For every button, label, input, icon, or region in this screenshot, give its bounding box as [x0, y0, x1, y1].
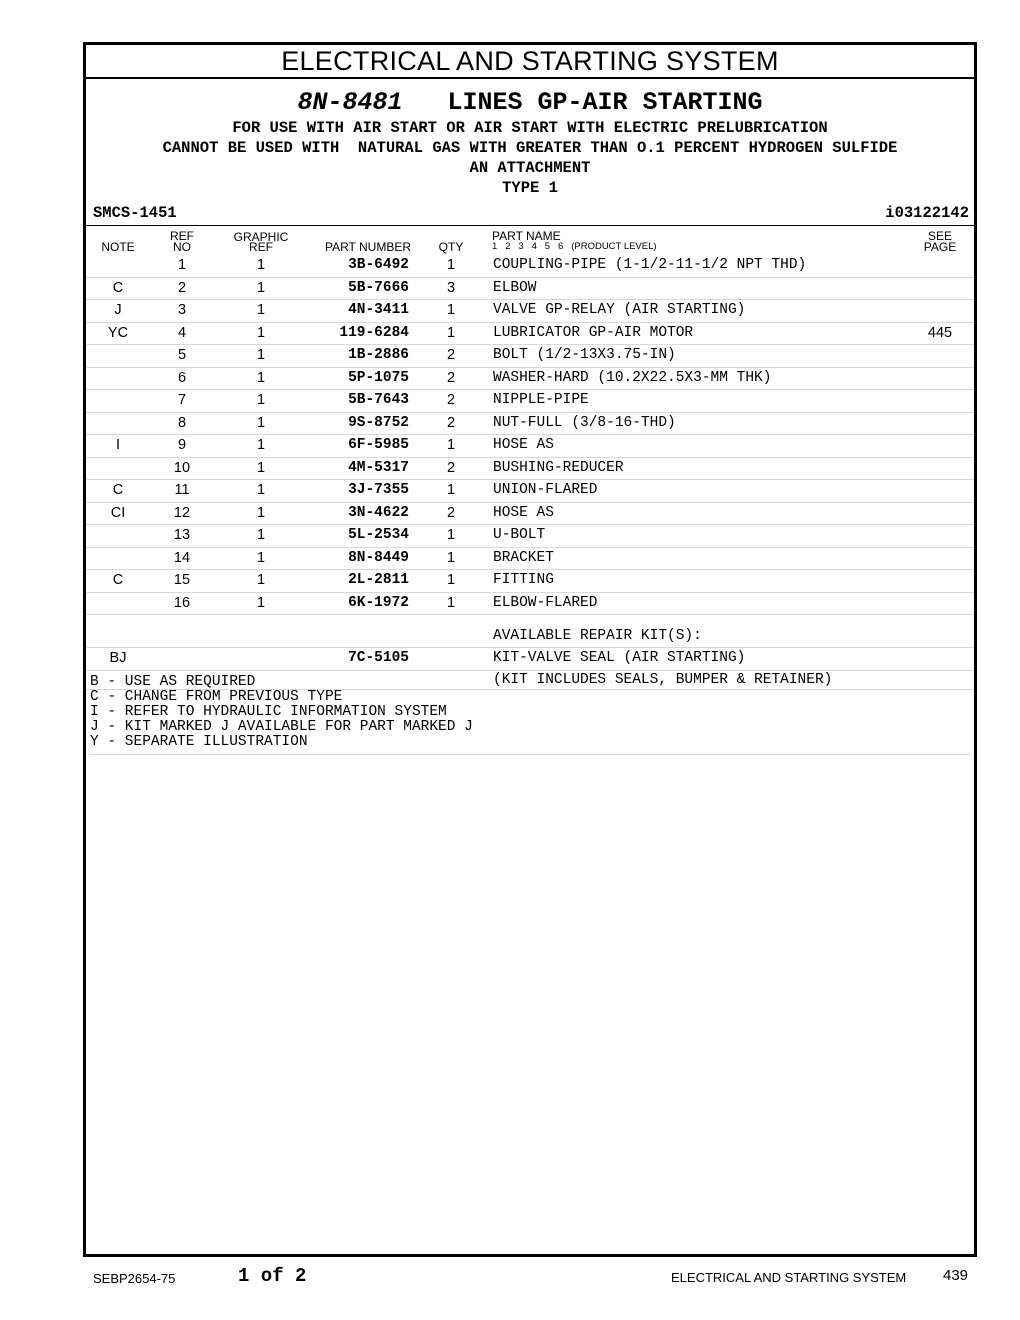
row-part-name: U-BOLT — [493, 527, 546, 543]
header-rule — [86, 225, 974, 226]
row-part-name: BRACKET — [493, 549, 554, 566]
table-row — [86, 390, 974, 413]
row-graphic-ref: 1 — [256, 257, 266, 273]
row-ref: 5 — [177, 347, 187, 363]
row-part-number: 5B-7643 — [348, 392, 409, 408]
row-part-number: 7C-5105 — [348, 650, 409, 666]
row-note: BJ — [109, 650, 127, 666]
legend-note-b: B - USE AS REQUIRED — [90, 674, 256, 690]
row-ref: 8 — [177, 414, 187, 431]
row-graphic-ref: 1 — [256, 324, 266, 341]
col-graphic-header-bottom: REF — [249, 240, 273, 254]
legend-note-c: C - CHANGE FROM PREVIOUS TYPE — [90, 689, 343, 705]
row-part-name: HOSE AS — [493, 437, 554, 453]
row-part-number: 3N-4622 — [348, 504, 409, 521]
row-see-page[interactable]: 445 — [927, 324, 953, 341]
illustration-id: i03122142 — [885, 204, 969, 222]
row-graphic-ref: 1 — [256, 392, 266, 408]
row-part-number: 4M-5317 — [348, 459, 409, 476]
row-part-number: 5P-1075 — [348, 369, 409, 386]
group-line-4: TYPE 1 — [502, 179, 558, 197]
row-qty: 1 — [446, 302, 456, 318]
table-row — [86, 300, 974, 323]
row-note: I — [115, 437, 121, 453]
legend-note-j: J - KIT MARKED J AVAILABLE FOR PART MARKED J — [90, 719, 473, 735]
table-row — [86, 435, 974, 458]
row-part-number: 5B-7666 — [348, 279, 409, 296]
row-qty: 2 — [446, 392, 456, 408]
row-qty: 1 — [446, 527, 456, 543]
row-qty: 2 — [446, 504, 456, 521]
row-part-name: KIT-VALVE SEAL (AIR STARTING) — [493, 650, 746, 666]
row-ref: 7 — [177, 392, 187, 408]
row-graphic-ref: 1 — [256, 482, 266, 498]
repair-kit-row — [86, 648, 974, 671]
row-qty: 2 — [446, 369, 456, 386]
notes-legend — [90, 675, 970, 755]
col-qty-header: QTY — [438, 240, 464, 254]
col-ref-header-top: REF — [170, 229, 194, 243]
table-row — [86, 413, 974, 436]
table-row — [86, 548, 974, 571]
table-row — [86, 593, 974, 616]
row-graphic-ref: 1 — [256, 369, 266, 386]
col-part-name-header: PART NAME — [492, 229, 561, 243]
row-part-number: 8N-8449 — [348, 549, 409, 566]
table-row — [86, 503, 974, 526]
col-ref-header-bottom: NO — [173, 240, 191, 254]
row-note: C — [112, 572, 124, 588]
row-part-name: BUSHING-REDUCER — [493, 459, 624, 476]
table-row — [86, 345, 974, 368]
row-qty: 2 — [446, 414, 456, 431]
table-row — [86, 480, 974, 503]
group-part-number: 8N-8481 — [297, 88, 403, 117]
row-ref: 11 — [174, 482, 190, 498]
row-ref: 12 — [173, 504, 191, 521]
row-qty: 1 — [446, 324, 456, 341]
col-note-header: NOTE — [101, 240, 135, 254]
table-row — [86, 255, 974, 278]
row-graphic-ref: 1 — [256, 414, 266, 431]
page-frame — [83, 42, 977, 1257]
row-ref: 1 — [177, 257, 187, 273]
table-row — [86, 368, 974, 391]
row-qty: 2 — [446, 459, 456, 476]
row-graphic-ref: 1 — [256, 549, 266, 566]
group-line-3: AN ATTACHMENT — [469, 159, 591, 177]
table-row — [86, 458, 974, 481]
row-qty: 3 — [446, 279, 456, 296]
repair-kit-heading: AVAILABLE REPAIR KIT(S): — [493, 628, 702, 644]
row-qty: 1 — [446, 549, 456, 566]
row-ref: 3 — [177, 302, 187, 318]
row-ref: 14 — [173, 549, 191, 566]
row-part-number: 3J-7355 — [348, 482, 409, 498]
row-qty: 1 — [446, 257, 456, 273]
table-row — [86, 278, 974, 301]
row-note: C — [112, 482, 124, 498]
row-graphic-ref: 1 — [256, 527, 266, 543]
row-graphic-ref: 1 — [256, 437, 266, 453]
row-note: J — [114, 302, 122, 318]
row-ref: 2 — [177, 279, 187, 296]
row-part-name: WASHER-HARD (10.2X22.5X3-MM THK) — [493, 369, 772, 386]
row-ref: 16 — [173, 594, 191, 611]
row-qty: 1 — [446, 572, 456, 588]
row-note: YC — [107, 324, 129, 341]
row-graphic-ref: 1 — [256, 279, 266, 296]
table-row — [86, 525, 974, 548]
row-note: CI — [110, 504, 126, 521]
row-part-number: 9S-8752 — [348, 414, 409, 431]
row-part-name: UNION-FLARED — [493, 482, 598, 498]
row-ref: 6 — [177, 369, 187, 386]
group-line-2: CANNOT BE USED WITH NATURAL GAS WITH GREATER THAN O.1 PERCENT HYDROGEN SULFIDE — [162, 139, 898, 157]
row-ref: 15 — [173, 572, 191, 588]
legend-note-y: Y - SEPARATE ILLUSTRATION — [90, 734, 308, 750]
row-part-name: NUT-FULL (3/8-16-THD) — [493, 414, 676, 431]
footer-section: ELECTRICAL AND STARTING SYSTEM — [671, 1270, 907, 1285]
row-graphic-ref: 1 — [256, 459, 266, 476]
table-row — [86, 323, 974, 346]
col-see-header-top: SEE — [927, 229, 952, 243]
row-note: C — [112, 279, 124, 296]
row-part-name: VALVE GP-RELAY (AIR STARTING) — [493, 302, 746, 318]
row-graphic-ref: 1 — [256, 572, 266, 588]
footer-doc-id: SEBP2654-75 — [93, 1271, 176, 1286]
legend-note-i: I - REFER TO HYDRAULIC INFORMATION SYSTEM — [90, 704, 447, 720]
table-row — [86, 570, 974, 593]
row-part-number: 2L-2811 — [348, 572, 409, 588]
row-ref: 13 — [173, 527, 191, 543]
row-part-name: ELBOW — [493, 279, 537, 296]
smcs-code: SMCS-1451 — [93, 204, 177, 222]
footer-page-of: 1 of 2 — [238, 1265, 307, 1287]
row-ref: 4 — [177, 324, 187, 341]
row-part-number: 6K-1972 — [348, 594, 409, 611]
row-part-name: BOLT (1/2-13X3.75-IN) — [493, 347, 676, 363]
row-part-number: 3B-6492 — [348, 257, 409, 273]
row-part-name: LUBRICATOR GP-AIR MOTOR — [493, 324, 694, 341]
row-qty: 1 — [446, 437, 456, 453]
row-part-number: 1B-2886 — [348, 347, 409, 363]
col-part-number-header: PART NUMBER — [324, 240, 411, 254]
row-part-number: 119-6284 — [339, 324, 409, 341]
row-part-number: 6F-5985 — [348, 437, 409, 453]
repair-kit-detail: (KIT INCLUDES SEALS, BUMPER & RETAINER) — [493, 671, 833, 688]
row-ref: 10 — [173, 459, 191, 476]
col-see-header-bottom: PAGE — [923, 240, 957, 254]
row-part-name: ELBOW-FLARED — [493, 594, 598, 611]
row-graphic-ref: 1 — [256, 594, 266, 611]
row-part-name: COUPLING-PIPE (1-1/2-11-1/2 NPT THD) — [493, 257, 807, 273]
group-name: LINES GP-AIR STARTING — [447, 88, 763, 117]
row-qty: 2 — [446, 347, 456, 363]
row-part-name: HOSE AS — [493, 504, 554, 521]
row-part-name: FITTING — [493, 572, 554, 588]
col-product-level-header: 1 2 3 4 5 6 (PRODUCT LEVEL) — [492, 241, 657, 252]
row-graphic-ref: 1 — [256, 347, 266, 363]
row-graphic-ref: 1 — [256, 302, 266, 318]
row-qty: 1 — [446, 594, 456, 611]
row-ref: 9 — [177, 437, 187, 453]
parts-table — [86, 255, 974, 690]
group-title — [86, 87, 974, 119]
repair-kit-heading-row — [86, 615, 974, 648]
row-part-number: 4N-3411 — [348, 302, 409, 318]
col-graphic-header-top: GRAPHIC — [233, 230, 289, 244]
row-qty: 1 — [446, 482, 456, 498]
section-title: ELECTRICAL AND STARTING SYSTEM — [86, 45, 974, 79]
group-line-1: FOR USE WITH AIR START OR AIR START WITH ELECTRIC PRELUBRICATION — [232, 119, 828, 137]
row-part-name: NIPPLE-PIPE — [493, 392, 589, 408]
row-graphic-ref: 1 — [256, 504, 266, 521]
row-part-number: 5L-2534 — [348, 527, 409, 543]
footer-page-number: 439 — [943, 1267, 969, 1284]
